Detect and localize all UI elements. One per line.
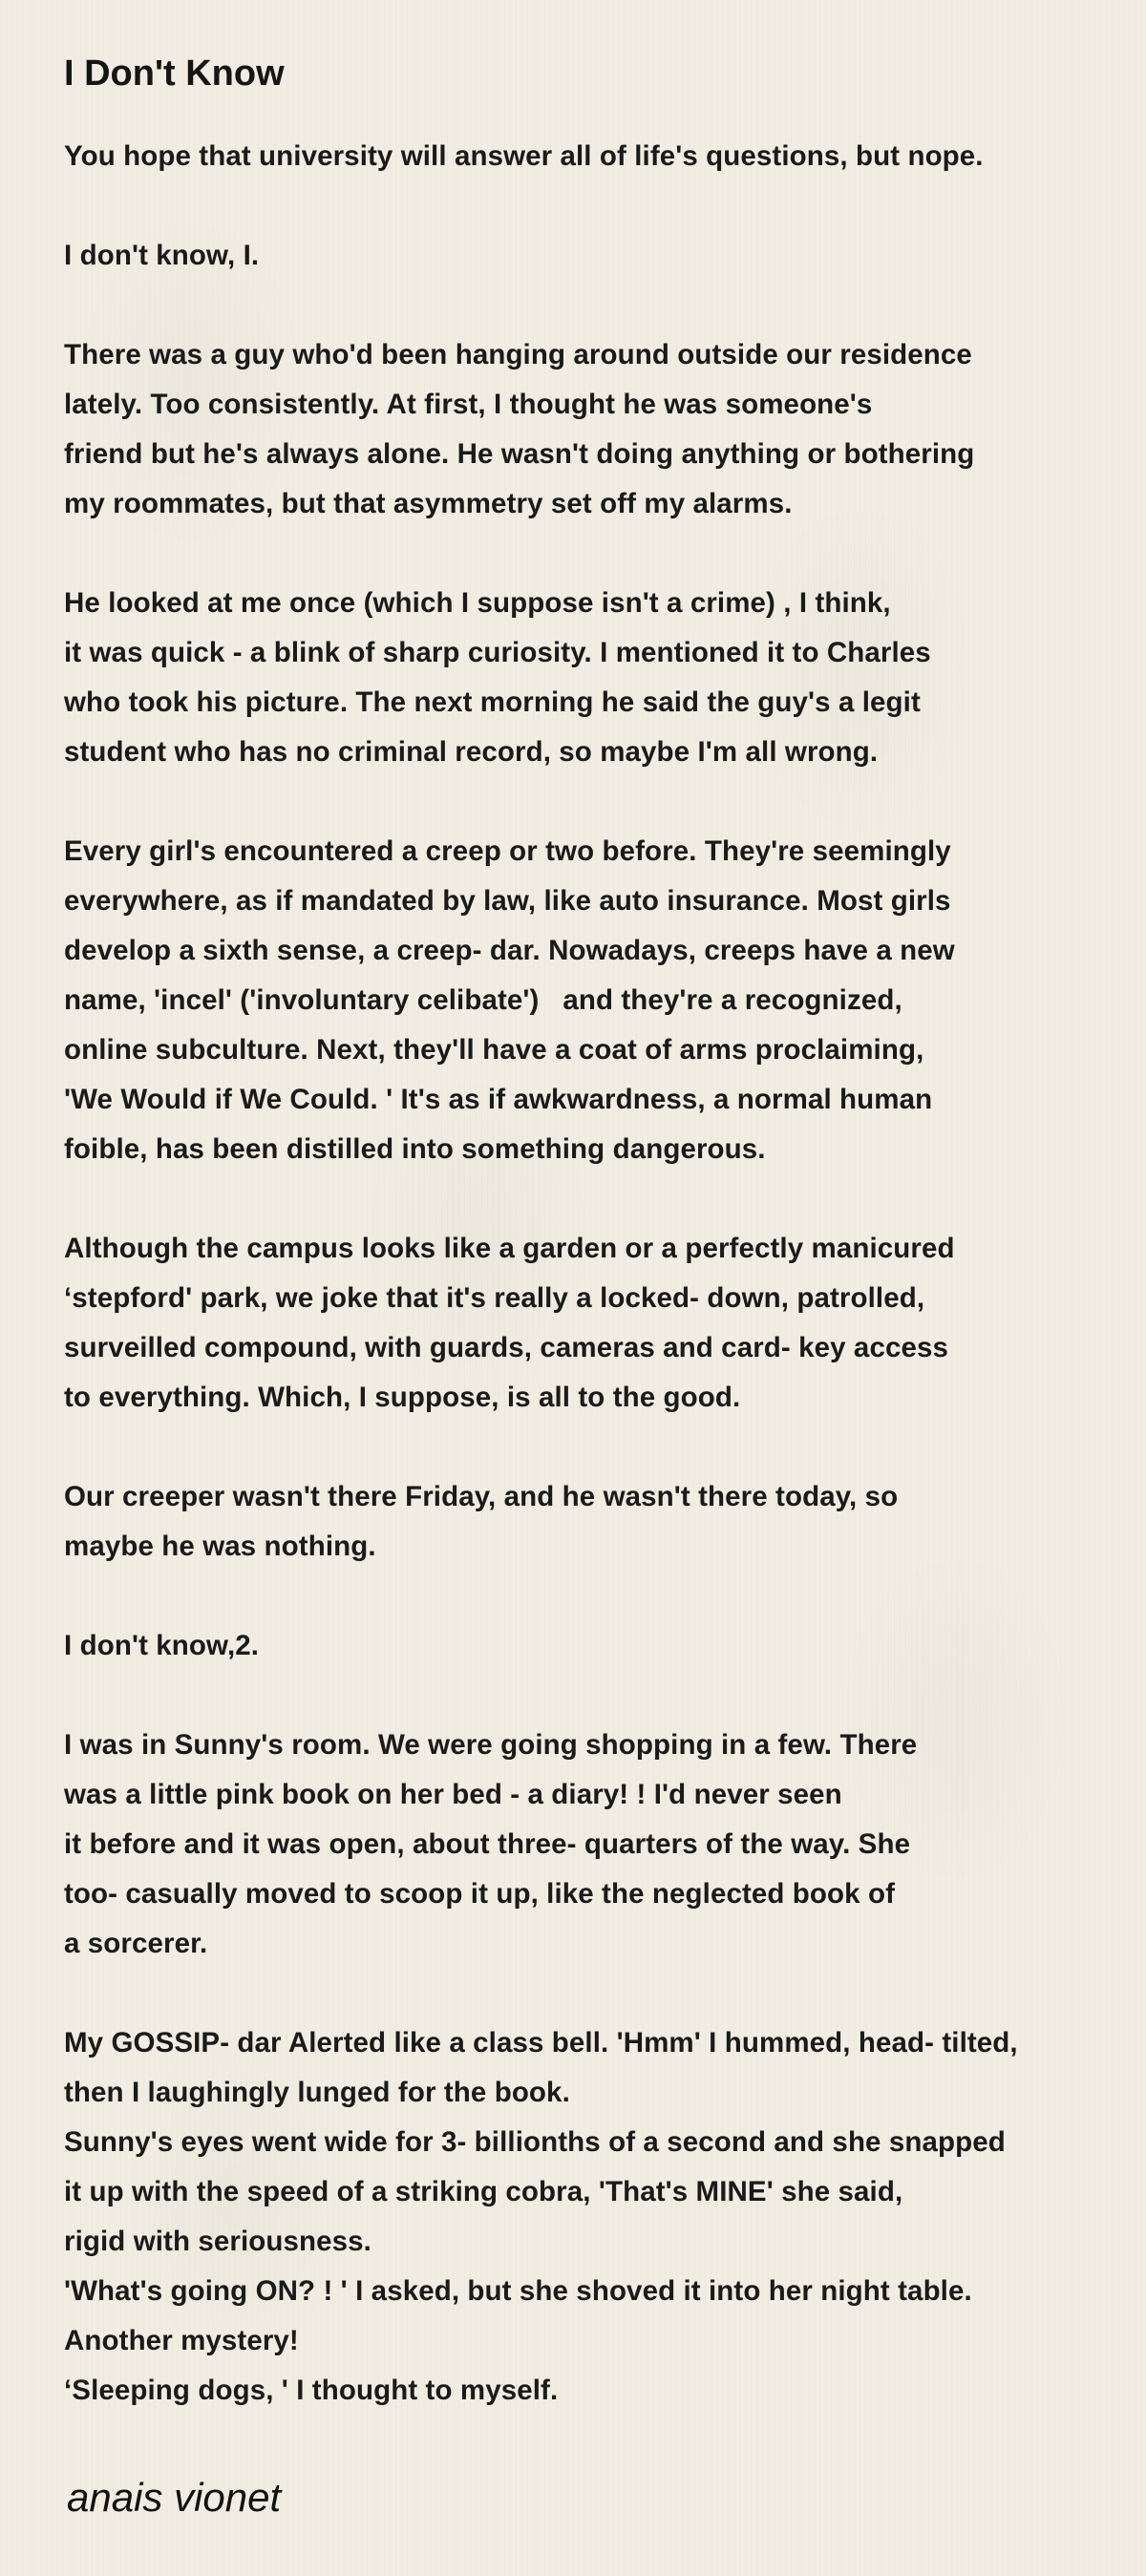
poem-title: I Don't Know (64, 53, 285, 94)
poem-line: who took his picture. The next morning he said the guy's a legit (64, 686, 921, 718)
poem-line: 'We Would if We Could. ' It's as if awkwardness, a normal human (64, 1084, 933, 1115)
poem-line: ‘Sleeping dogs, ' I thought to myself. (64, 2375, 559, 2406)
poem-body (64, 132, 1108, 2416)
poem-line: surveilled compound, with guards, cameras and card- key access (64, 1332, 948, 1363)
poem-line: everywhere, as if mandated by law, like auto insurance. Most girls (64, 885, 951, 917)
poem-stanza (64, 1472, 1108, 1572)
poem-line: ‘stepford' park, we joke that it's really a locked- down, patrolled, (64, 1282, 925, 1314)
poem-line: Another mystery! (64, 2325, 299, 2356)
poem-line: lately. Too consistently. At first, I thought he was someone's (64, 389, 873, 420)
poem-line: online subculture. Next, they'll have a coat of arms proclaiming, (64, 1034, 924, 1066)
poem-line: too- casually moved to scoop it up, like the neglected book of (64, 1878, 896, 1910)
poem-line: He looked at me once (which I suppose isn't a crime) , I think, (64, 587, 891, 619)
poem-line: Every girl's encountered a creep or two before. They're seemingly (64, 835, 951, 867)
poem-line: 'What's going ON? ! ' I asked, but she shoved it into her night table. (64, 2275, 972, 2307)
poem-line: Although the campus looks like a garden or a perfectly manicured (64, 1233, 955, 1264)
poem-line: my roommates, but that asymmetry set off my alarms. (64, 488, 793, 519)
poem-line: it before and it was open, about three- quarters of the way. She (64, 1828, 911, 1860)
poem-line: maybe he was nothing. (64, 1531, 376, 1562)
poem-stanza (64, 579, 1108, 777)
poem-line: was a little pink book on her bed - a diary! ! I'd never seen (64, 1779, 842, 1810)
poem-line: Sunny's eyes went wide for 3- billionths of a second and she snapped (64, 2126, 1006, 2158)
poem-line: rigid with seriousness. (64, 2226, 371, 2257)
poem-line: then I laughingly lunged for the book. (64, 2077, 570, 2108)
poem-line: a sorcerer. (64, 1928, 208, 1959)
poem-line: You hope that university will answer all of life's questions, but nope. (64, 140, 984, 172)
poem-line: I don't know,2. (64, 1630, 260, 1661)
poem-line: develop a sixth sense, a creep- dar. Nowadays, creeps have a new (64, 935, 955, 966)
poem-line: student who has no criminal record, so maybe I'm all wrong. (64, 736, 879, 768)
poem-author: anais vionet (67, 2475, 282, 2520)
poem-stanza (64, 231, 1108, 281)
poem-line: to everything. Which, I suppose, is all to the good. (64, 1382, 741, 1413)
poem-line: it was quick - a blink of sharp curiosity. I mentioned it to Charles (64, 637, 931, 668)
poem-line: friend but he's always alone. He wasn't doing anything or bothering (64, 438, 975, 470)
poem-line: My GOSSIP- dar Alerted like a class bell. 'Hmm' I hummed, head- tilted, (64, 2027, 1018, 2059)
poem-line: I was in Sunny's room. We were going shopping in a few. There (64, 1729, 918, 1761)
poem-stanza (64, 330, 1108, 529)
poem-stanza (64, 2018, 1108, 2416)
poem-stanza (64, 827, 1108, 1174)
poem-stanza (64, 1621, 1108, 1671)
poem-stanza (64, 132, 1108, 181)
poem-line: I don't know, I. (64, 240, 260, 271)
poem-line: name, 'incel' ('involuntary celibate') and they're a recognized, (64, 984, 902, 1016)
poem-stanza (64, 1224, 1108, 1423)
poem-stanza (64, 1721, 1108, 1969)
poem-line: foible, has been distilled into something dangerous. (64, 1133, 766, 1165)
poem-line: it up with the speed of a striking cobra, 'That's MINE' she said, (64, 2176, 903, 2207)
poem-line: There was a guy who'd been hanging around outside our residence (64, 339, 972, 370)
poem-line: Our creeper wasn't there Friday, and he wasn't there today, so (64, 1481, 899, 1512)
